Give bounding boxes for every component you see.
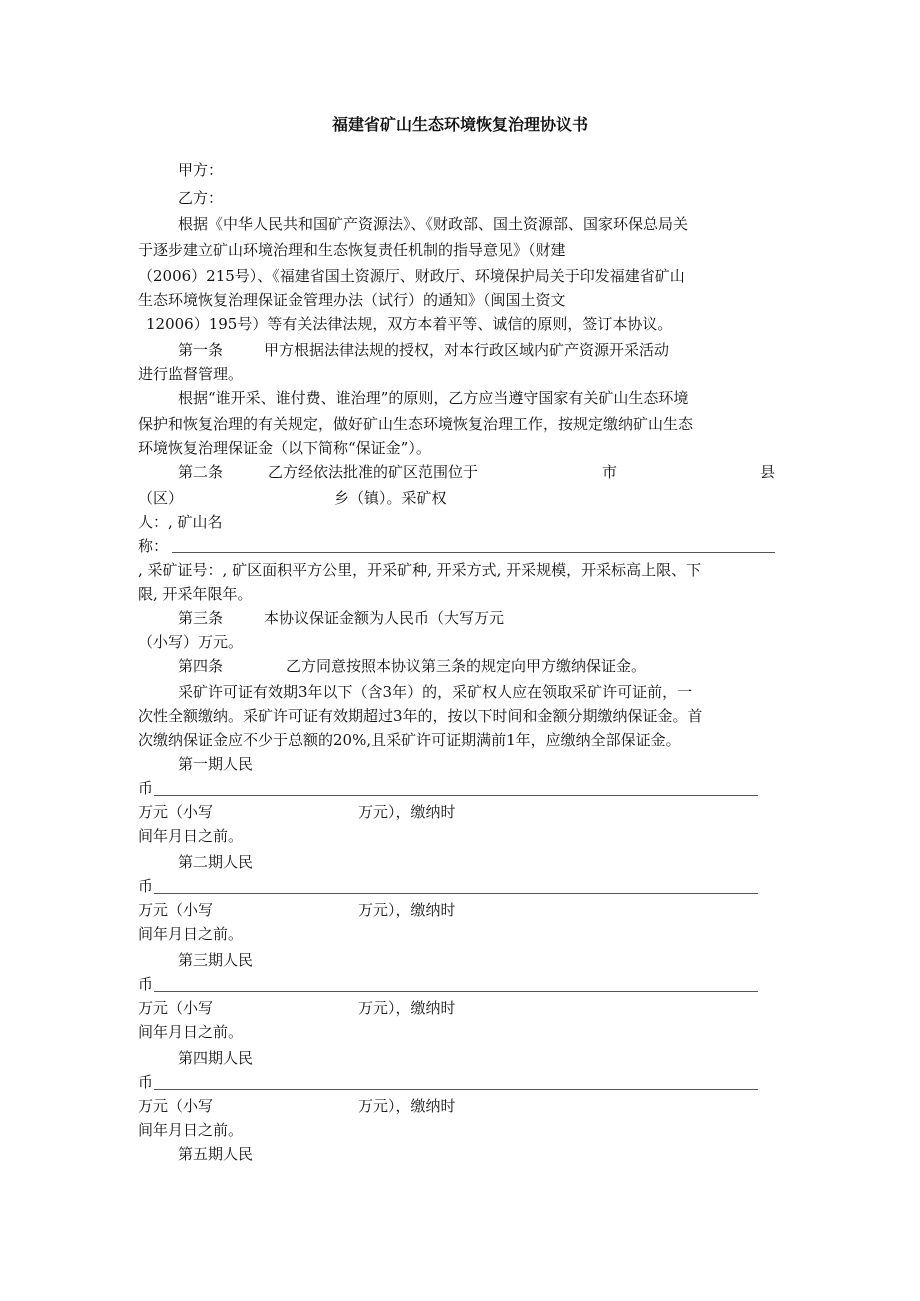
preamble-line: 于逐步建立矿山环境治理和生态恢复责任机制的指导意见》（财建 <box>138 241 566 259</box>
principle-line: 根据“谁开采、谁付费、谁治理”的原则，乙方应当遵守国家有关矿山生态环境 <box>178 389 689 407</box>
article-1-text: 甲方根据法律法规的授权，对本行政区域内矿产资源开采活动 <box>264 341 670 359</box>
article-1-label: 第一条 <box>178 341 224 359</box>
party-a-label: 甲方： <box>178 161 224 179</box>
installment-deadline: 间年月日之前。 <box>138 1121 244 1139</box>
article-2-name: 称： <box>138 537 169 555</box>
article-2-city: 市 <box>602 463 618 481</box>
installment-currency: 币 <box>138 779 154 797</box>
installment-label: 第五期人民 <box>178 1145 254 1163</box>
fill-in-line <box>172 552 775 553</box>
installment-amount-label: 万元（小写 <box>138 999 214 1017</box>
article-3-continuation: （小写）万元。 <box>138 633 244 651</box>
installment-label: 第一期人民 <box>178 755 254 773</box>
fill-in-line <box>154 991 758 992</box>
article-2-continuation: , 采矿证号：, 矿区面积平方公里，开采矿种, 开采方式, 开采规模，开采标高上限、下 <box>138 561 702 579</box>
installment-deadline: 间年月日之前。 <box>138 827 244 845</box>
document-title: 福建省矿山生态环境恢复治理协议书 <box>331 115 588 134</box>
party-b-label: 乙方： <box>178 189 224 207</box>
installment-currency: 币 <box>138 975 154 993</box>
preamble-line: （2006）215号）、《福建省国土资源厅、财政厅、环境保护局关于印发福建省矿山 <box>138 267 685 285</box>
article-2-label: 第二条 <box>178 463 224 481</box>
fill-in-line <box>154 1089 758 1090</box>
article-4-paragraph-line: 采矿许可证有效期3年以下（含3年）的，采矿权人应在领取采矿许可证前，一 <box>178 683 693 701</box>
installment-label: 第四期人民 <box>178 1049 254 1067</box>
installment-amount-label: 万元（小写 <box>138 901 214 919</box>
installment-amount-label: 万元），缴纳时 <box>358 803 456 821</box>
article-3-text: 本协议保证金额为人民币（大写万元 <box>264 609 505 627</box>
article-2-text: 乙方经依法批准的矿区范围位于 <box>268 463 479 481</box>
installment-amount-label: 万元），缴纳时 <box>358 1097 456 1115</box>
installment-amount-label: 万元（小写 <box>138 1097 214 1115</box>
installment-label: 第二期人民 <box>178 853 254 871</box>
article-2-town: 乡（镇）。采矿权 <box>334 489 447 507</box>
installment-label: 第三期人民 <box>178 951 254 969</box>
preamble-line: 生态环境恢复治理保证金管理办法（试行）的通知》（闽国土资文 <box>138 291 566 309</box>
installment-currency: 币 <box>138 1073 154 1091</box>
installment-amount-label: 万元（小写 <box>138 803 214 821</box>
installment-deadline: 间年月日之前。 <box>138 925 244 943</box>
article-3-label: 第三条 <box>178 609 224 627</box>
preamble-line: 12006）195号）等有关法律法规，双方本着平等、诚信的原则，签订本协议。 <box>146 315 673 333</box>
article-2-county: 县 <box>760 463 776 481</box>
installment-amount-label: 万元），缴纳时 <box>358 901 456 919</box>
article-4-label: 第四条 <box>178 657 224 675</box>
preamble-line: 根据《中华人民共和国矿产资源法》、《财政部、国土资源部、国家环保总局关 <box>178 215 689 233</box>
article-4-paragraph-line: 次性全额缴纳。采矿许可证有效期超过3年的，按以下时间和金额分期缴纳保证金。首 <box>138 707 703 725</box>
fill-in-line <box>154 893 758 894</box>
fill-in-line <box>154 795 758 796</box>
installment-deadline: 间年月日之前。 <box>138 1023 244 1041</box>
article-1-continuation: 进行监督管理。 <box>138 365 244 383</box>
installment-currency: 币 <box>138 877 154 895</box>
article-2-continuation: 限, 开采年限年。 <box>138 585 253 603</box>
principle-line: 保护和恢复治理的有关规定，做好矿山生态环境恢复治理工作，按规定缴纳矿山生态 <box>138 415 694 433</box>
article-4-text: 乙方同意按照本协议第三条的规定向甲方缴纳保证金。 <box>286 657 647 675</box>
article-2-owner: 人：, 矿山名 <box>138 513 223 531</box>
principle-line: 环境恢复治理保证金（以下简称“保证金”）。 <box>138 439 431 457</box>
article-4-paragraph-line: 次缴纳保证金应不少于总额的20%,且采矿许可证期满前1年，应缴纳全部保证金。 <box>138 731 681 749</box>
article-2-district: （区） <box>138 489 184 507</box>
installment-amount-label: 万元），缴纳时 <box>358 999 456 1017</box>
